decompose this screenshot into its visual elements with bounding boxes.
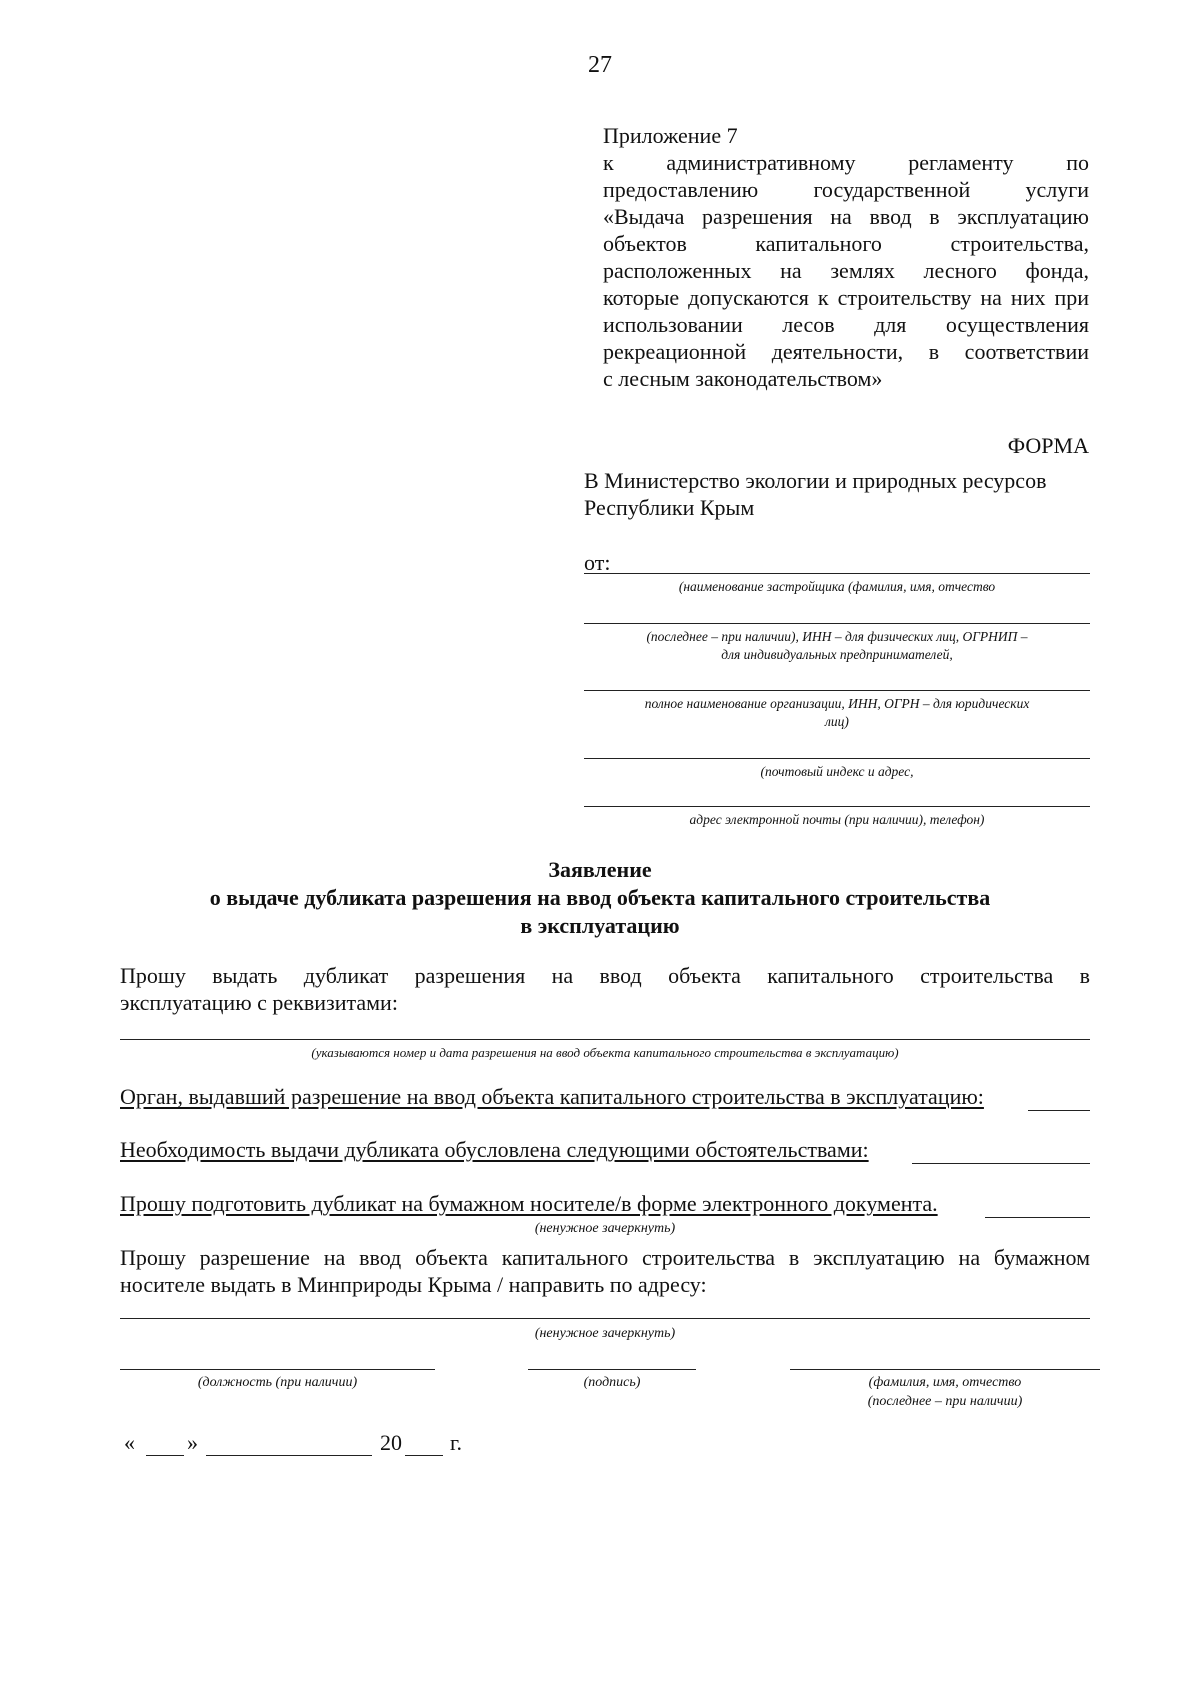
date-close-quote: »	[187, 1430, 198, 1455]
delivery-line-2[interactable]: носителе выдать в Минприроды Крыма / направить по адресу:	[120, 1272, 707, 1297]
date-day-field[interactable]	[146, 1455, 184, 1456]
delivery-paragraph	[120, 1244, 1090, 1298]
from-field-line-2[interactable]	[584, 623, 1090, 624]
delivery-line-1: Прошу разрешение на ввод объекта капитального строительства в эксплуатацию на бумажном	[120, 1245, 1090, 1270]
format-choice-field[interactable]	[985, 1217, 1090, 1218]
annex-line: рекреационной деятельности, в соответствии	[603, 339, 1089, 364]
from-label: от:	[584, 550, 611, 575]
date-month-field[interactable]	[206, 1455, 372, 1456]
date-year-suffix: г.	[450, 1430, 463, 1455]
annex-line: объектов капитального строительства,	[603, 231, 1089, 256]
from-field-line-1[interactable]	[584, 573, 1090, 574]
full-name-field[interactable]	[790, 1369, 1100, 1370]
statement-title-line: о выдаче дубликата разрешения на ввод объекта капитального строительства	[209, 885, 991, 910]
from-caption-3a: полное наименование организации, ИНН, ОГРН – для юридических	[644, 696, 1030, 711]
date-year-prefix: 20	[380, 1430, 402, 1455]
statement-title-line: в эксплуатацию	[520, 913, 680, 938]
issuing-body-text: Орган, выдавший разрешение на ввод объекта капитального строительства в эксплуатацию:	[120, 1084, 984, 1109]
from-field-line-5[interactable]	[584, 806, 1090, 807]
from-caption-1: (наименование застройщика (фамилия, имя, отчество	[678, 579, 996, 594]
annex-block	[603, 122, 1089, 392]
statement-title-line: Заявление	[548, 857, 652, 882]
addressee	[584, 467, 1089, 521]
from-caption-5: адрес электронной почты (при наличии), телефон)	[689, 812, 985, 827]
annex-line: к административному регламенту по	[603, 150, 1089, 175]
date-year-field[interactable]	[405, 1455, 443, 1456]
signature-caption: (подпись)	[583, 1375, 641, 1390]
format-choice-text[interactable]: Прошу подготовить дубликат на бумажном носителе/в форме электронного документа.	[120, 1191, 938, 1216]
from-field-line-3[interactable]	[584, 690, 1090, 691]
request-line-2: эксплуатацию с реквизитами:	[120, 990, 398, 1015]
request-paragraph	[120, 962, 1090, 1016]
statement-title	[0, 856, 1200, 940]
annex-line: расположенных на землях лесного фонда,	[603, 258, 1089, 283]
reason-text: Необходимость выдачи дубликата обусловлена следующими обстоятельствами:	[120, 1137, 869, 1162]
from-caption-4: (почтовый индекс и адрес,	[760, 764, 914, 779]
from-field-line-4[interactable]	[584, 758, 1090, 759]
annex-line: с лесным законодательством»	[603, 366, 883, 391]
reason-field[interactable]	[912, 1163, 1090, 1164]
date-open-quote: «	[124, 1430, 135, 1455]
addressee-line: В Министерство экологии и природных ресурсов	[584, 468, 1047, 493]
addressee-line: Республики Крым	[584, 495, 755, 520]
issuing-body-field[interactable]	[1028, 1110, 1090, 1111]
from-caption-2b: для индивидуальных предпринимателей,	[721, 647, 953, 662]
signature-field[interactable]	[528, 1369, 696, 1370]
from-caption-3b: лиц)	[825, 714, 849, 729]
request-line-1: Прошу выдать дубликат разрешения на ввод объекта капитального строительства в	[120, 963, 1090, 988]
annex-line: использовании лесов для осуществления	[603, 312, 1089, 337]
delivery-caption: (ненужное зачеркнуть)	[534, 1326, 676, 1341]
position-field[interactable]	[120, 1369, 435, 1370]
annex-title: Приложение 7	[603, 123, 738, 148]
format-choice-caption: (ненужное зачеркнуть)	[534, 1221, 676, 1236]
full-name-caption-1: (фамилия, имя, отчество	[868, 1375, 1022, 1390]
annex-line: предоставлению государственной услуги	[603, 177, 1089, 202]
position-caption: (должность (при наличии)	[197, 1375, 358, 1390]
page-number: 27	[588, 52, 612, 78]
from-caption-2a: (последнее – при наличии), ИНН – для физических лиц, ОГРНИП –	[646, 629, 1028, 644]
full-name-caption-2: (последнее – при наличии)	[867, 1394, 1023, 1409]
annex-line: которые допускаются к строительству на них при	[603, 285, 1089, 310]
form-label: ФОРМА	[1007, 433, 1089, 458]
request-details-field[interactable]	[120, 1039, 1090, 1040]
annex-line: «Выдача разрешения на ввод в эксплуатацию	[603, 204, 1089, 229]
request-caption: (указываются номер и дата разрешения на ввод объекта капитального строительства в эксплуатацию)	[311, 1045, 899, 1060]
delivery-address-field[interactable]	[120, 1318, 1090, 1319]
